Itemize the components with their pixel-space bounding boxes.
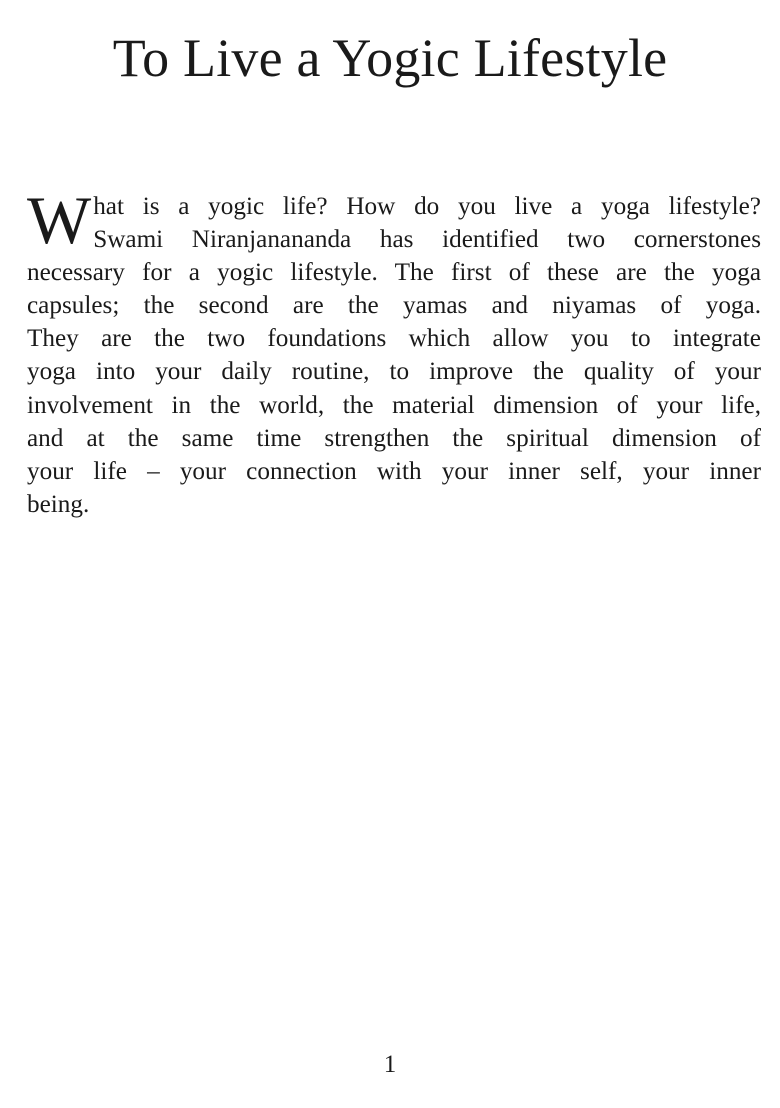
paragraph-line: necessary for a yogic lifestyle. The first of these are the yoga: [27, 259, 761, 287]
paragraph-line: yoga into your daily routine, to improve the quality of your: [27, 358, 761, 386]
paragraph-line: Swami Niranjanananda has identified two cornerstones: [93, 226, 761, 254]
paragraph-line: capsules; the second are the yamas and niyamas of yoga.: [27, 292, 761, 320]
paragraph-line: involvement in the world, the material dimension of your life,: [27, 391, 761, 419]
paragraph-line: being.: [27, 490, 90, 518]
page-number: 1: [383, 1051, 397, 1078]
paragraph-line: They are the two foundations which allow you to integrate: [27, 325, 761, 353]
chapter-title: To Live a Yogic Lifestyle: [112, 28, 668, 88]
paragraph-line: and at the same time strengthen the spiritual dimension of: [27, 424, 761, 452]
drop-cap-letter: W: [27, 182, 92, 258]
paragraph-line: hat is a yogic life? How do you live a yoga lifestyle?: [93, 193, 761, 220]
paragraph-line: your life – your connection with your inner self, your inner: [27, 457, 761, 485]
body-paragraph: [27, 182, 761, 521]
